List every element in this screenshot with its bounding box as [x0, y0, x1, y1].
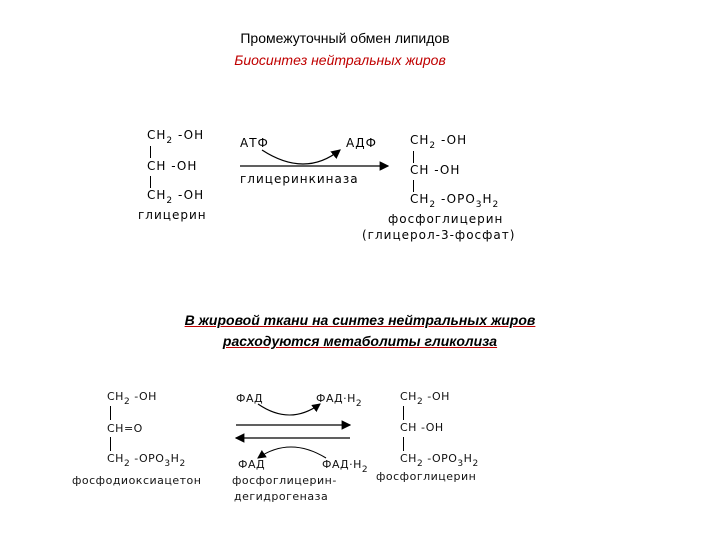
phosphoglycerol-name: фосфоглицерин: [388, 212, 504, 226]
glycolysis-note-line1: В жировой ткани на синтез нейтральных жиров: [184, 312, 536, 328]
phosphoglycerol-alt-name: (глицерол-3-фосфат): [362, 228, 516, 242]
atp-label: АТФ: [240, 136, 269, 150]
glycerol-row3: $CH_2$ -OH: [147, 188, 205, 206]
dhap-row1: $CH_2$ -OH: [107, 390, 157, 407]
dhap-name: фосфодиоксиацетон: [72, 474, 202, 487]
glycolysis-note-line2: расходуются метаболиты гликолиза: [222, 333, 498, 349]
fad-top-in: ФАД: [236, 392, 264, 405]
glycerophosphate-row2: CH -OH: [400, 421, 444, 434]
glycerophosphate-row1: $CH_2$ -OH: [400, 390, 450, 407]
glycerol-row1: $CH_2$ -OH: [147, 128, 205, 146]
phosphoglycerol-row3: $CH_2$ $-OPO_3H_2$: [410, 192, 500, 210]
dhap-row2: CH=O: [107, 422, 143, 435]
enzyme-glycerol-kinase: глицеринкиназа: [240, 172, 359, 186]
cofactor-curve-arrow: [262, 150, 340, 164]
glycerophosphate-row3: $CH_2$ $-OPO_3H_2$: [400, 452, 479, 469]
fadh2-top-out: $ФАД\cdot H_2$: [316, 392, 363, 409]
page-subtitle: Биосинтез нейтральных жиров: [234, 52, 446, 68]
glycerol-name: глицерин: [138, 208, 207, 222]
phosphoglycerol-row2: CH -OH: [410, 163, 461, 177]
fad-bottom-out: ФАД: [238, 458, 266, 471]
fadh2-bottom-in: $ФАД\cdot H_2$: [322, 458, 369, 475]
glycerophosphate-name: фосфоглицерин: [376, 470, 477, 483]
cofactor-curve-arrow-top: [258, 404, 320, 415]
phosphoglycerol-row1: $CH_2$ -OH: [410, 133, 468, 151]
page-title: Промежуточный обмен липидов: [240, 30, 450, 46]
enzyme-name-line1: фосфоглицерин-: [232, 474, 337, 487]
cofactor-curve-arrow-bottom: [258, 447, 326, 458]
adp-label: АДФ: [346, 136, 377, 150]
dhap-row3: $CH_2$ $-OPO_3H_2$: [107, 452, 186, 469]
enzyme-name-line2: дегидрогеназа: [234, 490, 329, 503]
glycerol-row2: CH -OH: [147, 159, 198, 173]
